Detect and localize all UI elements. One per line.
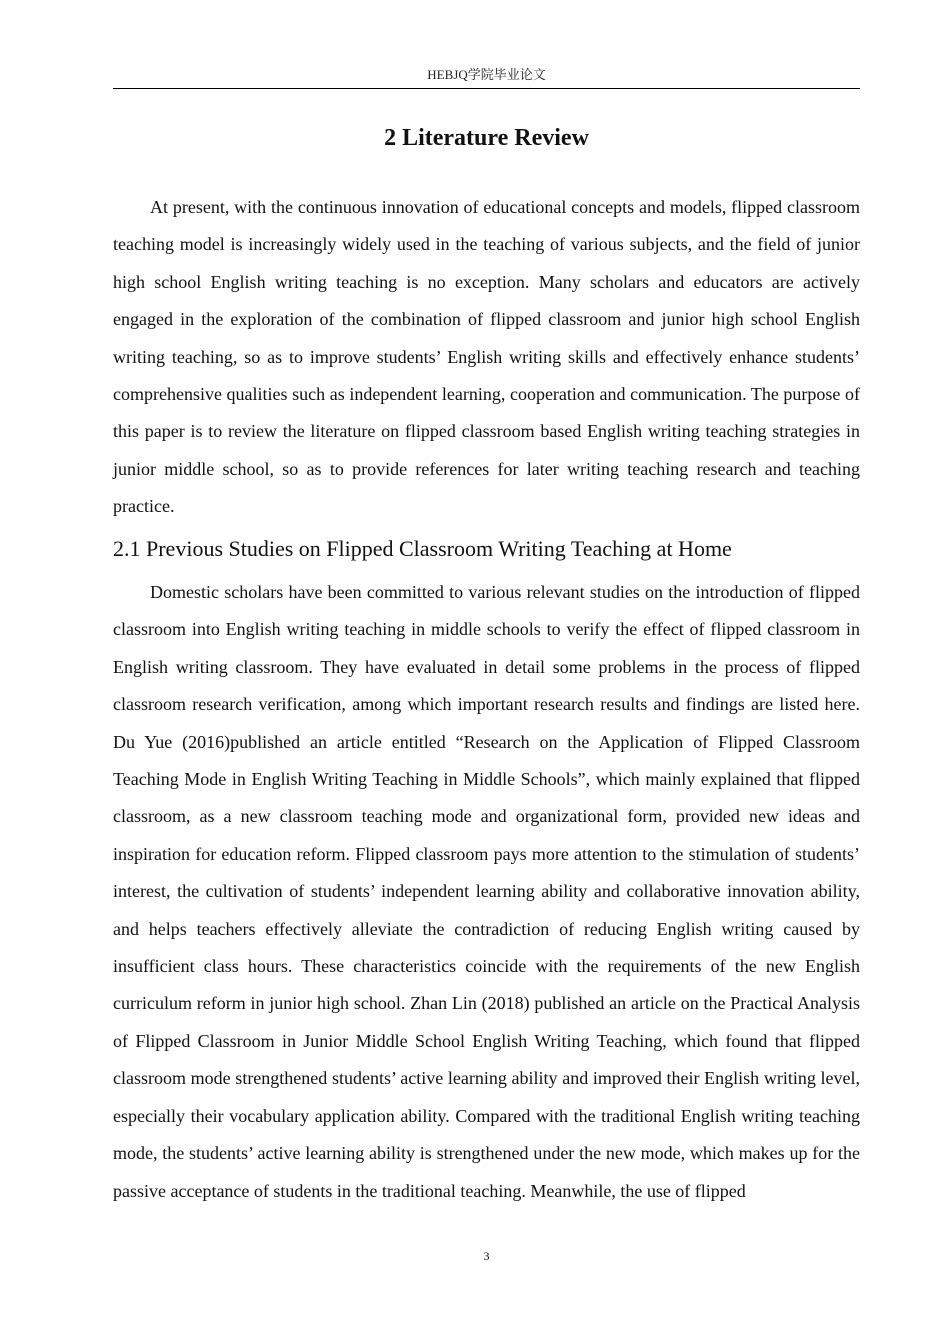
running-header: HEBJQ学院毕业论文 [427,67,546,82]
section-body-paragraph: Domestic scholars have been committed to various relevant studies on the introduction of flipped classroom into English writing teaching in middle schools to verify the effect of flipped classroom in English writing classroom. They have evaluated in detail some problems in the process of flipped classroom research verification, among which important research results and findings are listed here. Du Yue (2016)published an article entitled “Research on the Application of Flipped Classroom Teaching Mode in English Writing Teaching in Middle Schools”, which mainly explained that flipped classroom, as a new classroom teaching mode and organizational form, provided new ideas and inspiration for education reform. Flipped classroom pays more attention to the stimulation of students’ interest, the cultivation of students’ independent learning ability and collaborative innovation ability, and helps teachers effectively alleviate the contradiction of reducing English writing caused by insufficient class hours. These characteristics coincide with the requirements of the new English curriculum reform in junior high school. Zhan Lin (2018) published an article on the Practical Analysis of Flipped Classroom in Junior Middle School English Writing Teaching, which found that flipped classroom mode strengthened students’ active learning ability and improved their English writing level, especially their vocabulary application ability. Compared with the traditional English writing teaching mode, the students’ active learning ability is strengthened under the new mode, which makes up for the passive acceptance of students in the traditional teaching. Meanwhile, the use of flipped [113,582,860,1201]
intro-paragraph: At present, with the continuous innovation of educational concepts and models, flipped classroom teaching model is increasingly widely used in the teaching of various subjects, and the field of junior high school English writing teaching is no exception. Many scholars and educators are actively engaged in the exploration of the combination of flipped classroom and junior high school English writing teaching, so as to improve students’ English writing skills and effectively enhance students’ comprehensive qualities such as independent learning, cooperation and communication. The purpose of this paper is to review the literature on flipped classroom based English writing teaching strategies in junior middle school, so as to provide references for later writing teaching research and teaching practice. [113,197,860,517]
section-heading: 2.1 Previous Studies on Flipped Classroom Writing Teaching at Home [113,536,732,561]
chapter-title: 2 Literature Review [384,125,589,151]
header-rule [113,88,860,89]
page-number: 3 [483,1249,490,1263]
